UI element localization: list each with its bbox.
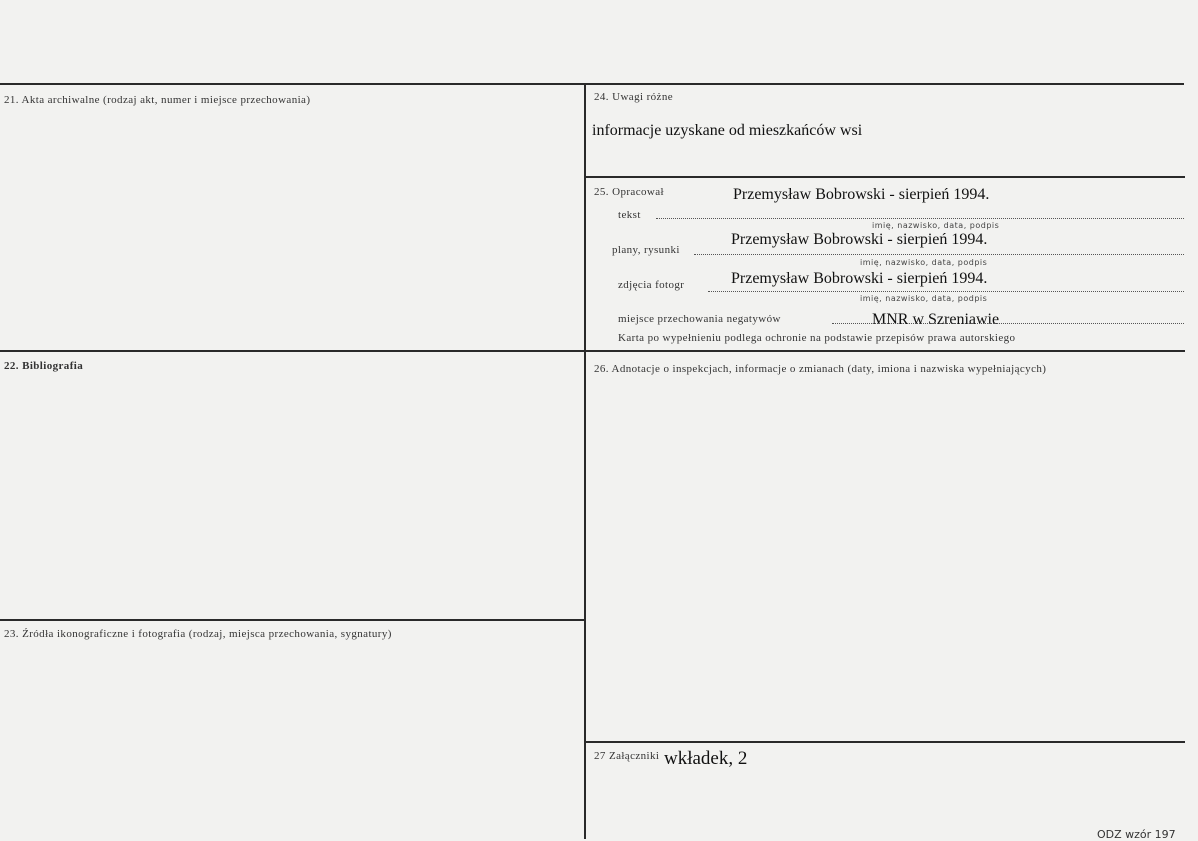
- zdjecia-caption: imię, nazwisko, data, podpis: [860, 294, 988, 303]
- form-code: ODZ wzór 197: [1097, 828, 1176, 841]
- section-27-value: wkładek, 2: [664, 748, 748, 769]
- section-25-label: 25. Opracował: [594, 186, 664, 198]
- zdjecia-value: Przemysław Bobrowski - sierpień 1994.: [731, 270, 988, 287]
- rule-26: [585, 350, 1185, 352]
- center-divider: [584, 84, 586, 839]
- rule-22: [0, 350, 584, 352]
- negatywy-line: [832, 323, 1184, 324]
- plany-line: [694, 254, 1184, 255]
- tekst-line: [656, 218, 1184, 219]
- section-26-label: 26. Adnotacje o inspekcjach, informacje o zmianach (daty, imiona i nazwiska wypełniających): [594, 363, 1047, 375]
- section-27-label: 27 Załączniki: [594, 750, 660, 762]
- tekst-caption: imię, nazwisko, data, podpis: [872, 221, 1000, 230]
- tekst-label: tekst: [618, 209, 641, 221]
- section-21-label: 21. Akta archiwalne (rodzaj akt, numer i miejsce przechowania): [4, 94, 311, 106]
- section-24-label: 24. Uwagi różne: [594, 91, 674, 103]
- section-25-author: Przemysław Bobrowski - sierpień 1994.: [733, 186, 990, 203]
- rule-23: [0, 619, 584, 621]
- rule-27: [585, 741, 1185, 743]
- rule-25: [585, 176, 1185, 178]
- plany-value: Przemysław Bobrowski - sierpień 1994.: [731, 231, 988, 248]
- zdjecia-label: zdjęcia fotogr: [618, 279, 685, 291]
- zdjecia-line: [708, 291, 1184, 292]
- top-rule: [0, 83, 1184, 85]
- section-24-value: informacje uzyskane od mieszkańców wsi: [592, 122, 863, 139]
- copyright-notice: Karta po wypełnieniu podlega ochronie na podstawie przepisów prawa autorskiego: [618, 332, 1016, 344]
- negatywy-value: MNR w Szreniawie: [872, 311, 1000, 328]
- plany-label: plany, rysunki: [612, 244, 680, 256]
- negatywy-label: miejsce przechowania negatywów: [618, 313, 781, 325]
- plany-caption: imię, nazwisko, data, podpis: [860, 258, 988, 267]
- section-23-label: 23. Źródła ikonograficzne i fotografia (rodzaj, miejsca przechowania, sygnatury): [4, 628, 392, 640]
- section-22-label: 22. Bibliografia: [4, 360, 84, 372]
